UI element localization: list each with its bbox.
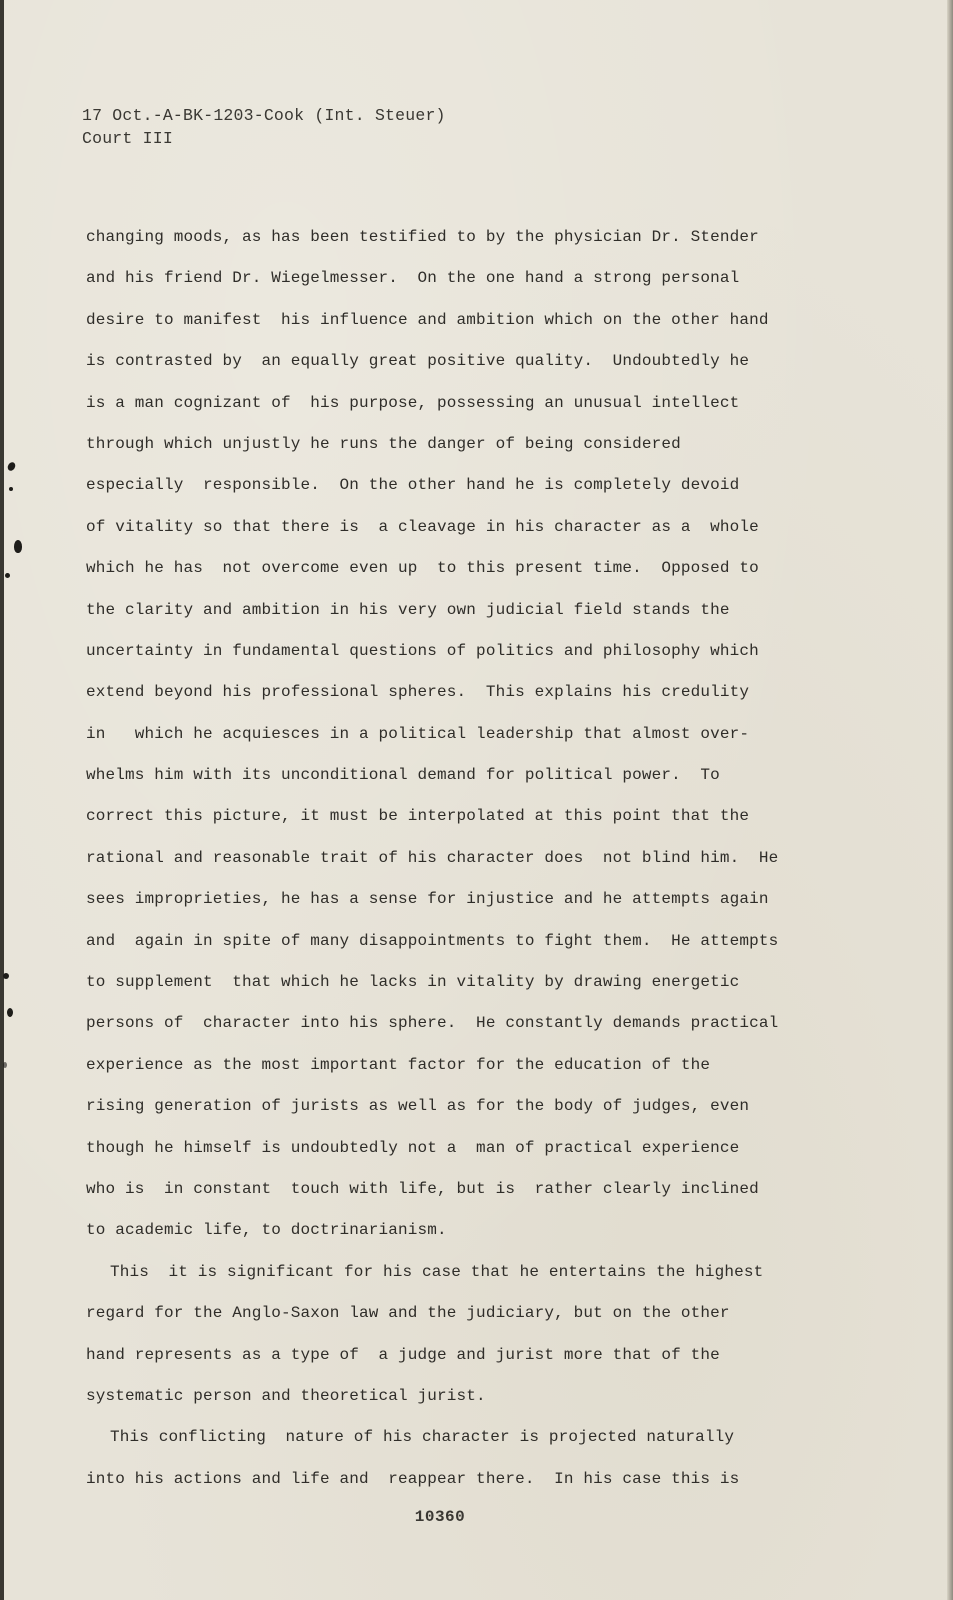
text-line: rising generation of jurists as well as for the body of judges, even xyxy=(86,1097,750,1116)
text-line: systematic person and theoretical jurist. xyxy=(86,1386,486,1405)
header-court: Court III xyxy=(82,129,173,148)
text-line: This conflicting nature of his character is projected naturally xyxy=(110,1428,735,1447)
text-line: persons of character into his sphere. He constantly demands practical xyxy=(86,1014,779,1033)
document-header xyxy=(82,104,446,150)
margin-mark xyxy=(5,573,10,578)
text-line: This it is significant for his case that he entertains the highest xyxy=(110,1262,764,1281)
text-line: uncertainty in fundamental questions of politics and philosophy which xyxy=(86,641,759,660)
text-line: hand represents as a type of a judge and jurist more that of the xyxy=(86,1345,720,1364)
text-line: of vitality so that there is a cleavage in his character as a whole xyxy=(86,517,759,536)
text-line: in which he acquiesces in a political leadership that almost over- xyxy=(86,724,750,743)
margin-mark xyxy=(9,487,13,491)
margin-mark xyxy=(7,1008,13,1017)
text-line: through which unjustly he runs the danger of being considered xyxy=(86,434,681,453)
text-line: extend beyond his professional spheres. This explains his credulity xyxy=(86,683,750,702)
text-line: the clarity and ambition in his very own judicial field stands the xyxy=(86,600,730,619)
document-body xyxy=(86,226,826,1509)
margin-mark xyxy=(6,461,17,472)
header-case-reference: 17 Oct.-A-BK-1203-Cook (Int. Steuer) xyxy=(82,106,446,125)
text-line: which he has not overcome even up to this present time. Opposed to xyxy=(86,559,759,578)
page-left-edge xyxy=(0,0,4,1600)
text-line: to academic life, to doctrinarianism. xyxy=(86,1221,447,1240)
margin-mark xyxy=(3,1062,7,1068)
margin-mark xyxy=(14,540,22,553)
text-line: though he himself is undoubtedly not a man of practical experience xyxy=(86,1138,740,1157)
text-line: and his friend Dr. Wiegelmesser. On the one hand a strong personal xyxy=(86,269,740,288)
text-line: rational and reasonable trait of his character does not blind him. He xyxy=(86,848,779,867)
text-line: regard for the Anglo-Saxon law and the judiciary, but on the other xyxy=(86,1304,730,1323)
text-line: correct this picture, it must be interpolated at this point that the xyxy=(86,807,750,826)
text-line: into his actions and life and reappear there. In his case this is xyxy=(86,1469,740,1488)
text-line: experience as the most important factor for the education of the xyxy=(86,1055,711,1074)
text-line: especially responsible. On the other hand he is completely devoid xyxy=(86,476,740,495)
text-line: and again in spite of many disappointments to fight them. He attempts xyxy=(86,931,779,950)
text-line: is a man cognizant of his purpose, possessing an unusual intellect xyxy=(86,393,740,412)
text-line: whelms him with its unconditional demand for political power. To xyxy=(86,766,720,785)
text-line: to supplement that which he lacks in vitality by drawing energetic xyxy=(86,973,740,992)
text-line: desire to manifest his influence and ambition which on the other hand xyxy=(86,310,769,329)
page-right-edge xyxy=(947,0,953,1600)
page-number: 10360 xyxy=(414,1508,466,1526)
text-line: who is in constant touch with life, but is rather clearly inclined xyxy=(86,1179,759,1198)
text-line: is contrasted by an equally great positive quality. Undoubtedly he xyxy=(86,352,750,371)
margin-mark xyxy=(3,973,9,979)
text-line: sees improprieties, he has a sense for injustice and he attempts again xyxy=(86,890,769,909)
text-line: changing moods, as has been testified to by the physician Dr. Stender xyxy=(86,228,759,246)
